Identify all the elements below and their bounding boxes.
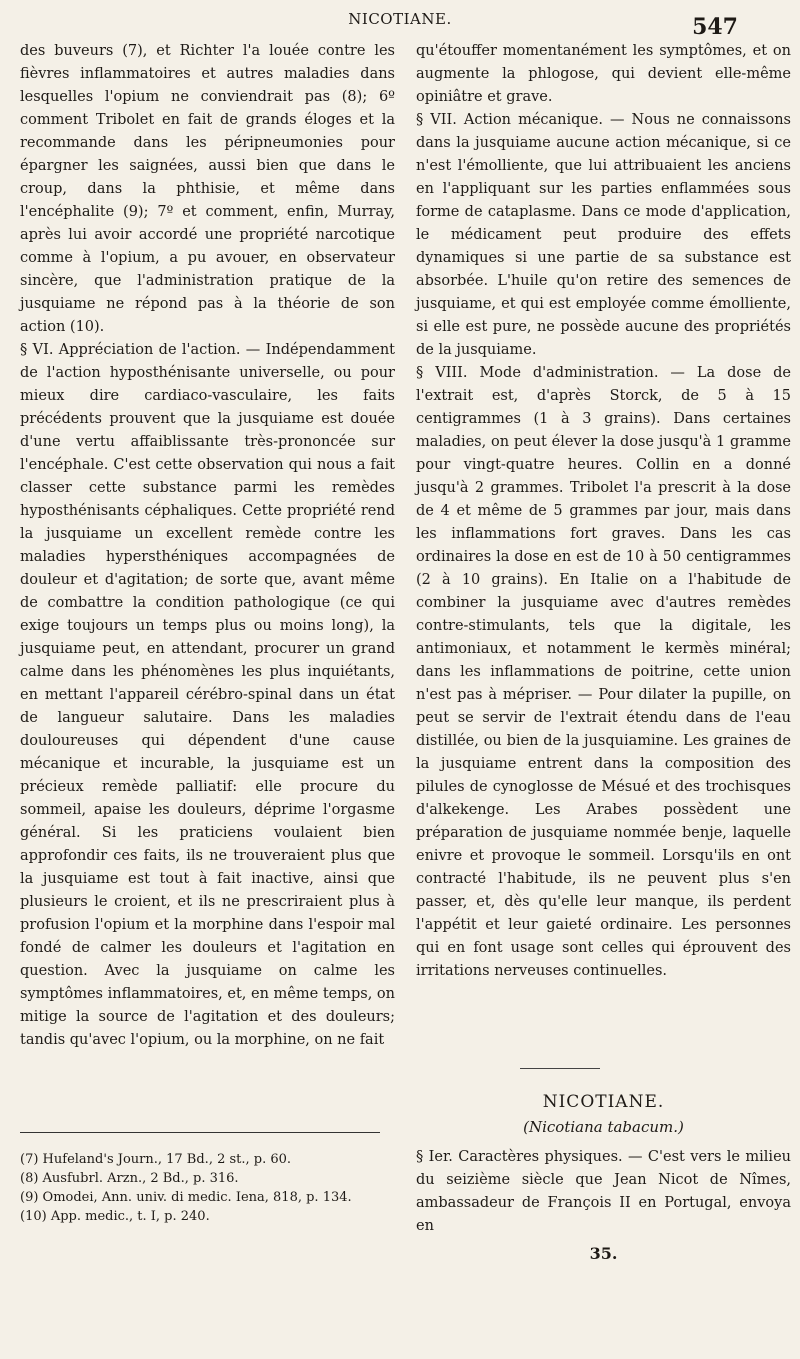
footnote-divider [20,1132,380,1133]
footnote: (9) Omodei, Ann. univ. di medic. Iena, 818, p. 134. [20,1190,352,1205]
paragraph: § VI. Appréciation de l'action. — Indépendamment de l'action hyposthénisante universelle, ou pour mieux dire cardiaco-vasculaire, les faits précédents prouvent que la jusquiame est douée d'une vertu affaiblissante très-prononcée sur l'encéphale. C'est cette observation qui nous a fait classer cette substance parmi les remèdes hyposthénisants céphaliques. Cette propriété rend la jusquiame un excellent remède contre les maladies hypersthéniques accompagnées de douleur et d'agitation; de sorte que, avant même de combattre la condition pathologique (ce qui exige toujours un temps plus ou moins long), la jusquiame peut, en attendant, procurer un grand calme dans les phénomènes les plus inquiétants, en mettant l'appareil cérébro-spinal dans un état de langueur salutaire. Dans les maladies douloureuses qui dépendent d'une cause mécanique et incurable, la jusquiame est un précieux remède palliatif: elle procure du sommeil, apaise les douleurs, déprime l'orgasme général. Si les praticiens voulaient bien approfondir ces faits, ils ne trouveraient plus que la jusquiame est tout à fait inactive, ainsi que plusieurs le croient, et ils ne prescriraient plus à profusion l'opium et la morphine dans l'espoir mal fondé de calmer les douleurs et l'agitation en question. Avec la jusquiame on calme les symptômes inflammatoires, et, en même temps, on mitige la source de l'agitation et des douleurs; tandis qu'avec l'opium, ou la morphine, on ne fait [20,342,395,1048]
footnote: (8) Ausfubrl. Arzn., 2 Bd., p. 316. [20,1171,239,1186]
right-column [416,40,791,983]
footnote: (10) App. medic., t. I, p. 240. [20,1209,210,1224]
paragraph: qu'étouffer momentanément les symptômes, et on augmente la phlogose, qui devient elle-même opiniâtre et grave. [416,43,791,105]
signature-mark: 35. [589,1244,618,1263]
section-subtitle: (Nicotiana tabacum.) [523,1118,684,1136]
left-column [20,40,395,1052]
paragraph: des buveurs (7), et Richter l'a louée contre les fièvres inflammatoires et autres maladies dans lesquelles l'opium ne conviendrait pas (8); 6º comment Tribolet en fait de grands éloges et la recommande dans les péripneumonies pour épargner les saignées, aussi bien que dans le croup, dans la phthisie, et même dans l'encéphalite (9); 7º et comment, enfin, Murray, après lui avoir accordé une propriété narcotique comme à l'opium, a pu avouer, en observateur sincère, que l'administration pratique de la jusquiame ne répond pas à la théorie de son action (10). [20,43,395,335]
section-title: NICOTIANE. [542,1092,665,1112]
footnote: (7) Hufeland's Journ., 17 Bd., 2 st., p. 60. [20,1152,292,1167]
footnotes [20,1150,395,1226]
page-number: 547 [692,14,738,40]
paragraph: § VIII. Mode d'administration. — La dose de l'extrait est, d'après Storck, de 5 à 15 centigrammes (1 à 3 grains). Dans certaines maladies, on peut élever la dose jusqu'à 1 gramme pour vingt-quatre heures. Collin en a donné jusqu'à 2 grammes. Tribolet l'a prescrit à la dose de 4 et même de 5 grammes par jour, mais dans les inflammations fort graves. Dans les cas ordinaires la dose en est de 10 à 50 centigrammes (2 à 10 grains). En Italie on a l'habitude de combiner la jusquiame avec d'autres remèdes contre-stimulants, tels que la digitale, les antimoniaux, et notamment le kermès minéral; dans les inflammations de poitrine, cette union n'est pas à mépriser. — Pour dilater la pupille, on peut se servir de l'extrait étendu dans de l'eau distillée, ou bien de la jusquiamine. Les graines de la jusquiame entrent dans la composition des pilules de cynoglosse de Mésué et des trochisques d'alkekenge. Les Arabes possèdent une préparation de jusquiame nommée benje, laquelle enivre et provoque le sommeil. Lorsqu'ils en ont contracté l'habitude, ils ne peuvent plus s'en passer, et, dès qu'elle leur manque, ils perdent l'appétit et leur gaieté ordinaire. Les personnes qui en font usage sont celles qui éprouvent des irritations nerveuses continuelles. [416,365,791,979]
paragraph: § VII. Action mécanique. — Nous ne connaissons dans la jusquiame aucune action mécanique, si ce n'est l'émolliente, que lui attribuaient les anciens en l'appliquant sur les parties enflammées sous forme de cataplasme. Dans ce mode d'application, le médicament peut produire des effets dynamiques si une partie de sa substance est absorbée. L'huile qu'on retire des semences de jusquiame, et qui est employée comme émolliente, si elle est pure, ne possède aucune des propriétés de la jusquiame. [416,112,791,358]
section-paragraph: § Ier. Caractères physiques. — C'est vers le milieu du seizième siècle que Jean Nicot de Nîmes, ambassadeur de François II en Portugal, envoya en [416,1149,791,1234]
running-title: NICOTIANE. [348,10,452,28]
section-divider [520,1068,600,1069]
